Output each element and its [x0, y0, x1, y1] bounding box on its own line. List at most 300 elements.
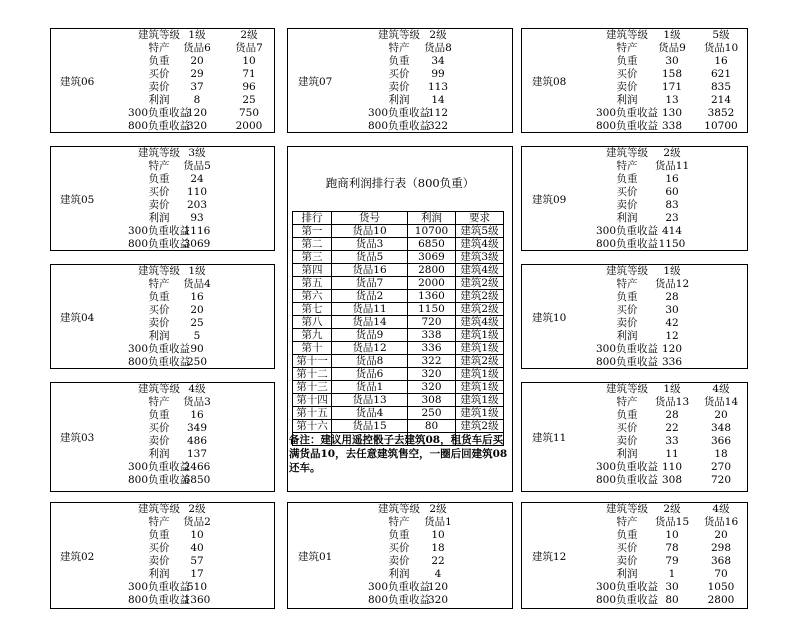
- cell: 5级: [712, 29, 730, 41]
- table-row: [293, 342, 504, 355]
- profit-cell: 1360: [408, 290, 456, 303]
- row-label-load: 负重: [148, 291, 170, 303]
- goods-cell: 货品10: [332, 225, 408, 238]
- row-label-income-300: 300负重收益: [595, 343, 659, 355]
- requirement-cell: 建筑2级: [456, 277, 504, 290]
- rank-cell: 第十: [293, 342, 332, 355]
- profit-cell: 320: [408, 368, 456, 381]
- row-label-sell: 卖价: [148, 435, 170, 447]
- row-label-buy: 买价: [148, 422, 170, 434]
- table-row: [293, 238, 504, 251]
- goods-cell: 货品16: [332, 264, 408, 277]
- cell: 23: [665, 212, 679, 224]
- cell: 3069: [183, 238, 211, 250]
- row-label-load: 负重: [616, 55, 638, 67]
- cell: 80: [665, 594, 679, 606]
- cell: 120: [186, 107, 208, 119]
- table-row: [293, 277, 504, 290]
- cell: 货品10: [703, 42, 739, 54]
- row-label-profit: 利润: [616, 568, 638, 580]
- row-label-buy: 买价: [616, 422, 638, 434]
- cell: 171: [661, 81, 683, 93]
- row-label-specialty: 特产: [388, 516, 410, 528]
- requirement-cell: 建筑2级: [456, 303, 504, 316]
- row-label-specialty: 特产: [616, 42, 638, 54]
- cell: 货品5: [183, 160, 211, 172]
- table-row: [293, 407, 504, 420]
- building-name: 建筑03: [60, 432, 95, 444]
- cell: 2级: [429, 503, 447, 515]
- table-row: [293, 329, 504, 342]
- profit-cell: 320: [408, 381, 456, 394]
- row-label-sell: 卖价: [388, 555, 410, 567]
- cell: 34: [431, 55, 445, 67]
- table-row: [293, 290, 504, 303]
- row-label-profit: 利润: [616, 94, 638, 106]
- rank-cell: 第五: [293, 277, 332, 290]
- cell: 2级: [429, 29, 447, 41]
- table-row: [293, 420, 504, 433]
- cell: 货品2: [183, 516, 211, 528]
- building-block-04: [50, 264, 275, 369]
- row-label-income-300: 300负重收益: [127, 225, 191, 237]
- building-block-02: [50, 502, 275, 609]
- cell: 203: [186, 199, 208, 211]
- cell: 90: [190, 343, 204, 355]
- cell: 37: [190, 81, 204, 93]
- rank-cell: 第十四: [293, 394, 332, 407]
- building-name: 建筑11: [532, 432, 567, 444]
- cell: 33: [665, 435, 679, 447]
- cell: 2级: [663, 147, 681, 159]
- building-block-12: [521, 502, 748, 609]
- rank-cell: 第四: [293, 264, 332, 277]
- cell: 510: [186, 581, 208, 593]
- cell: 6850: [183, 474, 211, 486]
- cell: 货品7: [235, 42, 263, 54]
- cell: 16: [714, 55, 728, 67]
- row-label-sell: 卖价: [616, 81, 638, 93]
- building-block-10: [521, 264, 748, 369]
- cell: 3级: [188, 147, 206, 159]
- cell: 货品14: [703, 396, 739, 408]
- row-label-level: 建筑等级: [138, 503, 180, 515]
- row-label-income-300: 300负重收益: [367, 581, 431, 593]
- cell: 13: [665, 94, 679, 106]
- row-label-load: 负重: [616, 173, 638, 185]
- profit-cell: 80: [408, 420, 456, 433]
- row-label-profit: 利润: [148, 212, 170, 224]
- cell: 96: [242, 81, 256, 93]
- cell: 22: [665, 422, 679, 434]
- rank-cell: 第十六: [293, 420, 332, 433]
- row-label-load: 负重: [148, 409, 170, 421]
- requirement-cell: 建筑1级: [456, 342, 504, 355]
- row-label-level: 建筑等级: [378, 29, 420, 41]
- profit-cell: 3069: [408, 251, 456, 264]
- cell: 18: [431, 542, 445, 554]
- cell: 120: [427, 581, 449, 593]
- cell: 113: [427, 81, 449, 93]
- requirement-cell: 建筑1级: [456, 368, 504, 381]
- table-row: [293, 303, 504, 316]
- cell: 16: [190, 409, 204, 421]
- cell: 20: [714, 409, 728, 421]
- cell: 1级: [188, 29, 206, 41]
- cell: 29: [190, 68, 204, 80]
- header-requirement: 要求: [456, 212, 504, 225]
- ranking-table: [292, 211, 504, 446]
- row-label-level: 建筑等级: [606, 383, 648, 395]
- row-label-buy: 买价: [148, 304, 170, 316]
- goods-cell: 货品14: [332, 316, 408, 329]
- row-label-income-300: 300负重收益: [595, 461, 659, 473]
- row-label-specialty: 特产: [148, 278, 170, 290]
- cell: 22: [431, 555, 445, 567]
- building-name: 建筑05: [60, 194, 95, 206]
- cell: 120: [661, 343, 683, 355]
- requirement-cell: 建筑1级: [456, 407, 504, 420]
- row-label-buy: 买价: [148, 542, 170, 554]
- row-label-load: 负重: [388, 55, 410, 67]
- cell: 71: [242, 68, 256, 80]
- row-label-level: 建筑等级: [606, 265, 648, 277]
- row-label-buy: 买价: [388, 542, 410, 554]
- goods-cell: 货品7: [332, 277, 408, 290]
- cell: 货品12: [654, 278, 690, 290]
- building-block-09: [521, 146, 748, 251]
- profit-cell: 2000: [408, 277, 456, 290]
- requirement-cell: 建筑1级: [456, 394, 504, 407]
- cell: 1116: [183, 225, 211, 237]
- cell: 110: [661, 461, 683, 473]
- row-label-income-300: 300负重收益: [595, 225, 659, 237]
- profit-cell: 308: [408, 394, 456, 407]
- row-label-level: 建筑等级: [138, 147, 180, 159]
- cell: 3852: [707, 107, 735, 119]
- cell: 99: [431, 68, 445, 80]
- row-label-specialty: 特产: [148, 396, 170, 408]
- cell: 2000: [235, 120, 263, 132]
- building-name: 建筑02: [60, 551, 95, 563]
- cell: 366: [710, 435, 732, 447]
- row-label-level: 建筑等级: [138, 265, 180, 277]
- row-label-buy: 买价: [388, 68, 410, 80]
- building-name: 建筑10: [532, 312, 567, 324]
- cell: 4级: [188, 383, 206, 395]
- goods-cell: 货品2: [332, 290, 408, 303]
- profit-cell: 322: [408, 355, 456, 368]
- row-label-income-800: 800负重收益: [367, 594, 431, 606]
- requirement-cell: 建筑1级: [456, 329, 504, 342]
- building-block-11: [521, 382, 748, 492]
- row-label-buy: 买价: [616, 304, 638, 316]
- row-label-sell: 卖价: [148, 199, 170, 211]
- cell: 货品4: [183, 278, 211, 290]
- profit-cell: 720: [408, 316, 456, 329]
- row-label-sell: 卖价: [148, 317, 170, 329]
- building-name: 建筑04: [60, 312, 95, 324]
- building-name: 建筑07: [298, 76, 333, 88]
- cell: 338: [661, 120, 683, 132]
- row-label-specialty: 特产: [616, 160, 638, 172]
- row-label-income-300: 300负重收益: [127, 343, 191, 355]
- row-label-sell: 卖价: [616, 435, 638, 447]
- row-label-sell: 卖价: [148, 81, 170, 93]
- cell: 348: [710, 422, 732, 434]
- cell: 57: [190, 555, 204, 567]
- row-label-income-800: 800负重收益: [595, 238, 659, 250]
- cell: 4: [434, 568, 442, 580]
- cell: 28: [665, 409, 679, 421]
- cell: 10700: [704, 120, 738, 132]
- cell: 货品9: [658, 42, 686, 54]
- cell: 8: [193, 94, 201, 106]
- cell: 货品3: [183, 396, 211, 408]
- cell: 720: [710, 474, 732, 486]
- cell: 214: [710, 94, 732, 106]
- rank-cell: 第十三: [293, 381, 332, 394]
- goods-cell: 货品9: [332, 329, 408, 342]
- cell: 货品6: [183, 42, 211, 54]
- cell: 4级: [712, 383, 730, 395]
- cell: 750: [238, 107, 260, 119]
- profit-cell: 2800: [408, 264, 456, 277]
- row-label-income-800: 800负重收益: [127, 594, 191, 606]
- cell: 18: [714, 448, 728, 460]
- row-label-income-800: 800负重收益: [595, 594, 659, 606]
- cell: 16: [665, 173, 679, 185]
- row-label-load: 负重: [616, 291, 638, 303]
- ranking-header-row: [293, 212, 504, 225]
- cell: 368: [710, 555, 732, 567]
- cell: 414: [661, 225, 683, 237]
- row-label-income-300: 300负重收益: [595, 107, 659, 119]
- cell: 10: [431, 529, 445, 541]
- cell: 货品8: [424, 42, 452, 54]
- requirement-cell: 建筑2级: [456, 355, 504, 368]
- cell: 250: [186, 356, 208, 368]
- rank-cell: 第七: [293, 303, 332, 316]
- row-label-specialty: 特产: [616, 278, 638, 290]
- row-label-specialty: 特产: [148, 516, 170, 528]
- cell: 货品16: [703, 516, 739, 528]
- table-row: [293, 251, 504, 264]
- row-label-profit: 利润: [148, 94, 170, 106]
- profit-cell: 336: [408, 342, 456, 355]
- rank-cell: 第二: [293, 238, 332, 251]
- cell: 112: [427, 107, 449, 119]
- building-block-06: [50, 28, 275, 133]
- cell: 2800: [707, 594, 735, 606]
- cell: 1: [668, 568, 676, 580]
- goods-cell: 货品8: [332, 355, 408, 368]
- cell: 30: [665, 55, 679, 67]
- requirement-cell: 建筑1级: [456, 381, 504, 394]
- row-label-sell: 卖价: [388, 81, 410, 93]
- goods-cell: 货品12: [332, 342, 408, 355]
- header-rank: 排行: [293, 212, 332, 225]
- requirement-cell: 建筑2级: [456, 290, 504, 303]
- row-label-specialty: 特产: [148, 160, 170, 172]
- profit-cell: 338: [408, 329, 456, 342]
- building-block-07: [287, 28, 513, 133]
- requirement-cell: 建筑2级: [456, 420, 504, 433]
- rank-cell: 第十二: [293, 368, 332, 381]
- cell: 20: [190, 55, 204, 67]
- row-label-profit: 利润: [148, 568, 170, 580]
- cell: 14: [431, 94, 445, 106]
- cell: 1级: [663, 265, 681, 277]
- row-label-income-300: 300负重收益: [127, 461, 191, 473]
- cell: 30: [665, 304, 679, 316]
- cell: 349: [186, 422, 208, 434]
- row-label-level: 建筑等级: [606, 147, 648, 159]
- building-block-05: [50, 146, 275, 251]
- goods-cell: 货品4: [332, 407, 408, 420]
- row-label-specialty: 特产: [148, 42, 170, 54]
- rank-cell: 第十五: [293, 407, 332, 420]
- row-label-income-300: 300负重收益: [595, 581, 659, 593]
- header-profit: 利润: [408, 212, 456, 225]
- table-row: [293, 225, 504, 238]
- row-label-income-800: 800负重收益: [127, 474, 191, 486]
- cell: 137: [186, 448, 208, 460]
- row-label-profit: 利润: [616, 330, 638, 342]
- table-row: [293, 381, 504, 394]
- goods-cell: 货品13: [332, 394, 408, 407]
- cell: 79: [665, 555, 679, 567]
- building-name: 建筑08: [532, 76, 567, 88]
- row-label-profit: 利润: [616, 448, 638, 460]
- cell: 货品1: [424, 516, 452, 528]
- goods-cell: 货品5: [332, 251, 408, 264]
- building-name: 建筑09: [532, 194, 567, 206]
- row-label-income-300: 300负重收益: [367, 107, 431, 119]
- cell: 货品13: [654, 396, 690, 408]
- row-label-profit: 利润: [148, 448, 170, 460]
- rank-cell: 第一: [293, 225, 332, 238]
- cell: 货品11: [654, 160, 690, 172]
- cell: 20: [714, 529, 728, 541]
- row-label-income-800: 800负重收益: [367, 120, 431, 132]
- row-label-sell: 卖价: [616, 555, 638, 567]
- profit-cell: 250: [408, 407, 456, 420]
- row-label-income-800: 800负重收益: [595, 120, 659, 132]
- row-label-specialty: 特产: [616, 516, 638, 528]
- profit-cell: 6850: [408, 238, 456, 251]
- rank-cell: 第十一: [293, 355, 332, 368]
- cell: 70: [714, 568, 728, 580]
- cell: 24: [190, 173, 204, 185]
- cell: 78: [665, 542, 679, 554]
- cell: 40: [190, 542, 204, 554]
- row-label-income-800: 800负重收益: [595, 474, 659, 486]
- cell: 28: [665, 291, 679, 303]
- rank-cell: 第八: [293, 316, 332, 329]
- cell: 320: [186, 120, 208, 132]
- cell: 130: [661, 107, 683, 119]
- goods-cell: 货品3: [332, 238, 408, 251]
- row-label-load: 负重: [616, 529, 638, 541]
- row-label-load: 负重: [148, 529, 170, 541]
- cell: 17: [190, 568, 204, 580]
- cell: 42: [665, 317, 679, 329]
- cell: 货品15: [654, 516, 690, 528]
- requirement-cell: 建筑4级: [456, 264, 504, 277]
- ranking-title: 跑商利润排行表（800负重）: [325, 176, 475, 190]
- building-name: 建筑01: [298, 551, 333, 563]
- goods-cell: 货品1: [332, 381, 408, 394]
- cell: 20: [190, 304, 204, 316]
- row-label-sell: 卖价: [616, 317, 638, 329]
- cell: 11: [665, 448, 679, 460]
- cell: 1级: [663, 383, 681, 395]
- row-label-level: 建筑等级: [606, 29, 648, 41]
- row-label-profit: 利润: [148, 330, 170, 342]
- cell: 12: [665, 330, 679, 342]
- table-row: [293, 355, 504, 368]
- header-goods: 货号: [332, 212, 408, 225]
- row-label-load: 负重: [388, 529, 410, 541]
- row-label-load: 负重: [616, 409, 638, 421]
- cell: 298: [710, 542, 732, 554]
- row-label-buy: 买价: [148, 68, 170, 80]
- building-name: 建筑06: [60, 76, 95, 88]
- table-row: [293, 316, 504, 329]
- row-label-buy: 买价: [148, 186, 170, 198]
- cell: 1级: [188, 265, 206, 277]
- cell: 486: [186, 435, 208, 447]
- requirement-cell: 建筑4级: [456, 316, 504, 329]
- cell: 835: [710, 81, 732, 93]
- cell: 10: [242, 55, 256, 67]
- cell: 25: [190, 317, 204, 329]
- cell: 60: [665, 186, 679, 198]
- goods-cell: 货品11: [332, 303, 408, 316]
- requirement-cell: 建筑3级: [456, 251, 504, 264]
- row-label-sell: 卖价: [616, 199, 638, 211]
- cell: 1150: [658, 238, 686, 250]
- cell: 5: [193, 330, 201, 342]
- row-label-load: 负重: [148, 173, 170, 185]
- row-label-income-800: 800负重收益: [127, 120, 191, 132]
- cell: 2466: [183, 461, 211, 473]
- requirement-cell: 建筑4级: [456, 238, 504, 251]
- row-label-level: 建筑等级: [138, 29, 180, 41]
- row-label-load: 负重: [148, 55, 170, 67]
- row-label-specialty: 特产: [388, 42, 410, 54]
- cell: 10: [190, 529, 204, 541]
- row-label-buy: 买价: [616, 186, 638, 198]
- cell: 1360: [183, 594, 211, 606]
- row-label-buy: 买价: [616, 68, 638, 80]
- rank-cell: 第三: [293, 251, 332, 264]
- row-label-level: 建筑等级: [606, 503, 648, 515]
- rank-cell: 第六: [293, 290, 332, 303]
- row-label-profit: 利润: [388, 94, 410, 106]
- cell: 1050: [707, 581, 735, 593]
- row-label-buy: 买价: [616, 542, 638, 554]
- cell: 30: [665, 581, 679, 593]
- row-label-level: 建筑等级: [138, 383, 180, 395]
- cell: 2级: [240, 29, 258, 41]
- rank-cell: 第九: [293, 329, 332, 342]
- table-row: [293, 394, 504, 407]
- building-block-01: [287, 502, 513, 609]
- cell: 10: [665, 529, 679, 541]
- cell: 2级: [188, 503, 206, 515]
